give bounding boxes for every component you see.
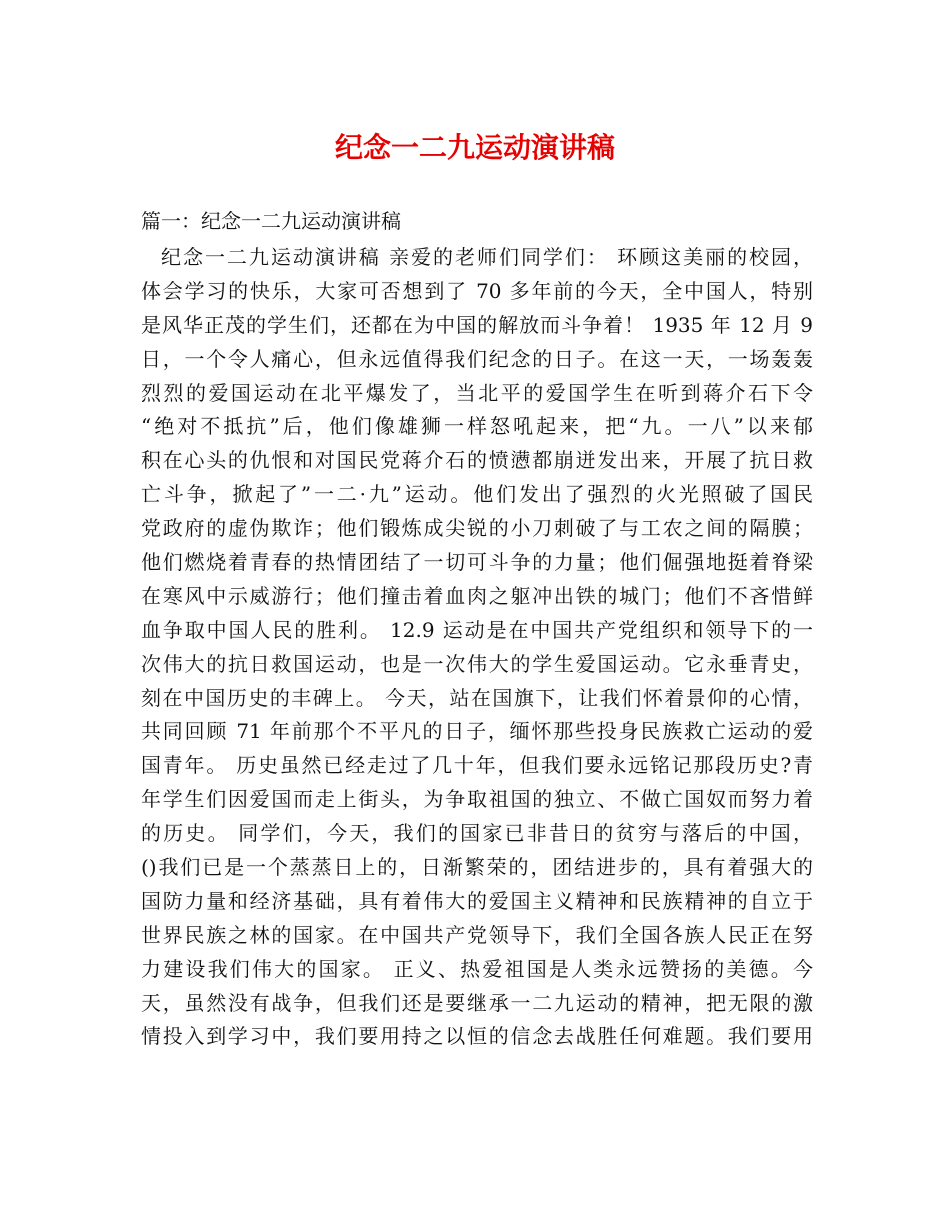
body-line: 共同回顾 71 年前那个不平凡的日子，缅怀那些投身民族救亡运动的爱: [141, 719, 813, 744]
body-line: 他们燃烧着青春的热情团结了一切可斗争的力量；他们倔强地挺着脊梁: [141, 550, 813, 575]
body-line: 在寒风中示威游行；他们撞击着血肉之躯冲出铁的城门；他们不吝惜鲜: [141, 583, 813, 608]
body-line: 国防力量和经济基础，具有着伟大的爱国主义精神和民族精神的自立于: [141, 888, 813, 913]
document-title: 纪念一二九运动演讲稿: [334, 131, 615, 164]
body-line: 是风华正茂的学生们，还都在为中国的解放而斗争着！ 1935 年 12 月 9: [141, 312, 813, 337]
body-line: 年学生们因爱国而走上街头，为争取祖国的独立、不做亡国奴而努力着: [141, 787, 813, 812]
document-body: [141, 241, 813, 1054]
body-line: 国青年。 历史虽然已经走过了几十年，但我们要永远铭记那段历史?青: [141, 753, 813, 778]
body-line: 体会学习的快乐，大家可否想到了 70 多年前的今天，全中国人，特别: [141, 278, 813, 303]
body-line: 世界民族之林的国家。在中国共产党领导下，我们全国各族人民正在努: [141, 922, 813, 947]
body-line: 情投入到学习中，我们要用持之以恒的信念去战胜任何难题。我们要用: [141, 1024, 813, 1049]
body-line: 血争取中国人民的胜利。 12.9 运动是在中国共产党组织和领导下的一: [141, 617, 813, 642]
body-line: ()我们已是一个蒸蒸日上的，日渐繁荣的，团结进步的，具有着强大的: [141, 855, 813, 880]
body-line: 天，虽然没有战争，但我们还是要继承一二九运动的精神，把无限的激: [141, 990, 813, 1015]
body-line: 日，一个令人痛心，但永远值得我们纪念的日子。在这一天，一场轰轰: [141, 346, 813, 371]
body-line: 亡斗争，掀起了”一二·九”运动。他们发出了强烈的火光照破了国民: [141, 482, 813, 507]
body-line: 力建设我们伟大的国家。 正义、热爱祖国是人类永远赞扬的美德。今: [141, 956, 813, 981]
body-line: 纪念一二九运动演讲稿 亲爱的老师们同学们： 环顾这美丽的校园，: [161, 245, 813, 269]
body-line: 的历史。 同学们，今天，我们的国家已非昔日的贫穷与落后的中国，: [141, 821, 813, 846]
body-line: 积在心头的仇恨和对国民党蒋介石的愤懑都崩迸发出来，开展了抗日救: [141, 448, 813, 473]
body-line: 烈烈的爱国运动在北平爆发了，当北平的爱国学生在听到蒋介石下令: [141, 380, 813, 405]
body-line: 次伟大的抗日救国运动，也是一次伟大的学生爱国运动。它永垂青史，: [141, 651, 813, 676]
body-line: “绝对不抵抗”后，他们像雄狮一样怒吼起来，把“九。一八”以来郁: [141, 414, 813, 439]
section-heading: 篇一：纪念一二九运动演讲稿: [141, 209, 401, 233]
body-line: 党政府的虚伪欺诈；他们锻炼成尖锐的小刀刺破了与工农之间的隔膜；: [141, 516, 813, 541]
body-line: 刻在中国历史的丰碑上。 今天，站在国旗下，让我们怀着景仰的心情，: [141, 685, 813, 710]
